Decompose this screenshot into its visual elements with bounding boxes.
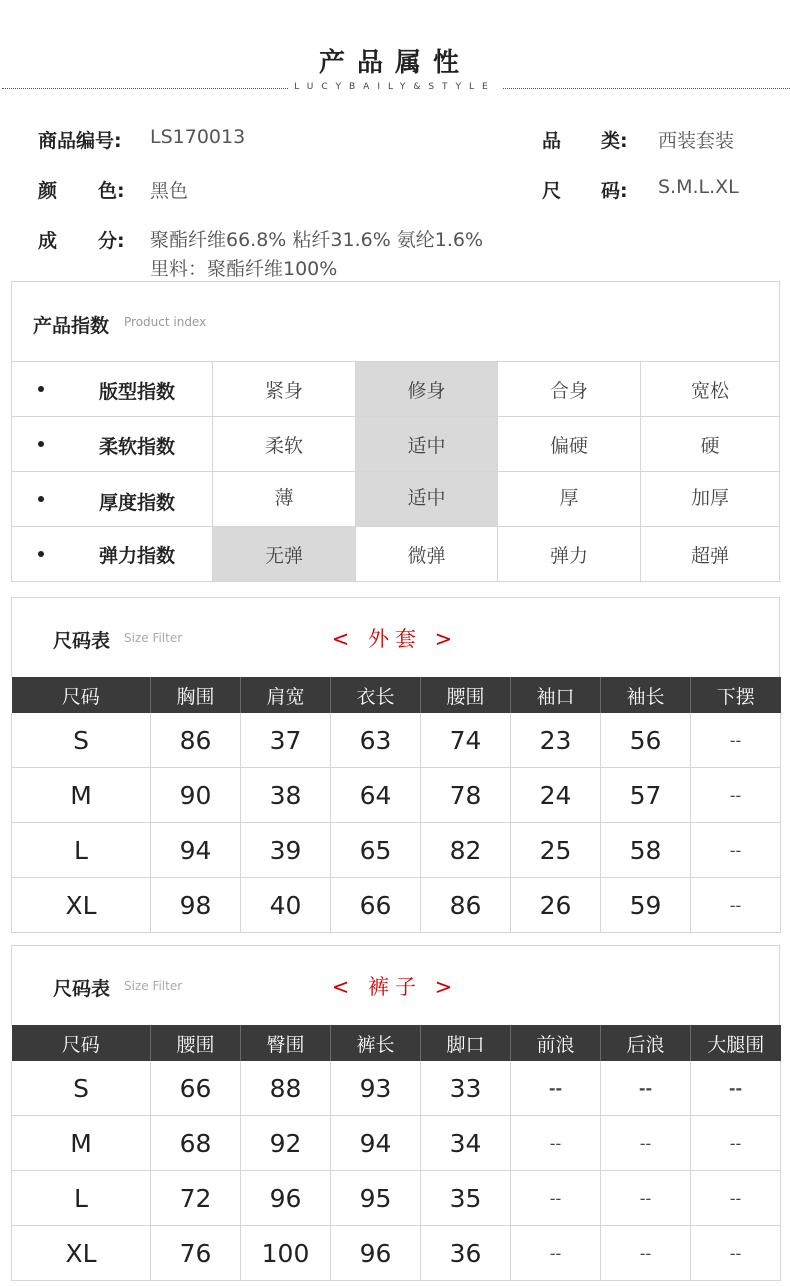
bullet-icon — [38, 441, 44, 447]
table-cell: -- — [691, 1171, 781, 1226]
table-cell: 33 — [421, 1061, 511, 1116]
table-row — [12, 1171, 781, 1226]
pants-table-subtitle: Size Filter — [124, 979, 183, 993]
index-option-selected: 修身 — [407, 379, 446, 402]
table-cell: 92 — [241, 1116, 331, 1171]
index-option: 偏硬 — [549, 434, 588, 457]
index-option-selected: 适中 — [407, 486, 446, 509]
table-cell: -- — [691, 768, 781, 823]
table-row — [12, 1116, 781, 1171]
table-cell: 82 — [421, 823, 511, 878]
table-cell: 24 — [511, 768, 601, 823]
table-cell: L — [12, 823, 151, 878]
table-cell: M — [12, 1116, 151, 1171]
pants-table-title: 尺码表 — [53, 978, 111, 1000]
table-cell: 78 — [421, 768, 511, 823]
material-label-b: 分: — [98, 230, 125, 252]
table-cell: 94 — [331, 1116, 421, 1171]
table-cell: 72 — [151, 1171, 241, 1226]
index-option: 弹力 — [549, 544, 588, 567]
table-cell: -- — [691, 1061, 781, 1116]
pants-size-table — [11, 1025, 781, 1281]
table-cell: S — [12, 1061, 151, 1116]
material-value-2: 里料：聚酯纤维100% — [150, 258, 338, 280]
table-cell: 58 — [601, 823, 691, 878]
color-label-a: 颜 — [38, 180, 58, 202]
table-cell: 64 — [331, 768, 421, 823]
table-cell: -- — [691, 1116, 781, 1171]
bullet-icon — [38, 496, 44, 502]
index-option: 加厚 — [690, 486, 729, 509]
table-cell: 26 — [511, 878, 601, 933]
table-cell: -- — [601, 1116, 691, 1171]
table-cell: S — [12, 713, 151, 768]
table-cell: 25 — [511, 823, 601, 878]
jacket-table-heading: < 外套 > — [331, 627, 459, 651]
code-label: 商品编号: — [38, 130, 122, 152]
table-cell: M — [12, 768, 151, 823]
category-label-a: 品 — [542, 130, 562, 152]
table-cell: XL — [12, 1226, 151, 1281]
table-cell: 39 — [241, 823, 331, 878]
table-header-row — [12, 1025, 781, 1061]
color-label-b: 色: — [98, 180, 125, 202]
column-header: 袖长 — [601, 677, 691, 713]
column-header: 衣长 — [331, 677, 421, 713]
jacket-table-subtitle: Size Filter — [124, 631, 183, 645]
table-cell: 88 — [241, 1061, 331, 1116]
index-option: 超弹 — [690, 544, 729, 567]
index-option: 微弹 — [407, 544, 446, 567]
pants-table-heading: < 裤子 > — [331, 975, 459, 999]
table-cell: -- — [601, 1171, 691, 1226]
index-name-fit: 版型指数 — [99, 381, 176, 403]
column-header: 后浪 — [601, 1025, 691, 1061]
column-header: 腰围 — [151, 1025, 241, 1061]
jacket-table-title: 尺码表 — [53, 630, 111, 652]
category-value: 西装套装 — [658, 130, 735, 152]
table-cell: -- — [691, 878, 781, 933]
index-option: 柔软 — [264, 434, 303, 457]
table-row — [12, 1226, 781, 1281]
size-label-a: 尺 — [542, 180, 562, 202]
table-row — [12, 768, 781, 823]
table-cell: 66 — [151, 1061, 241, 1116]
index-option-selected: 适中 — [407, 434, 446, 457]
table-cell: 98 — [151, 878, 241, 933]
column-header: 肩宽 — [241, 677, 331, 713]
jacket-size-table — [11, 677, 781, 933]
table-cell: 93 — [331, 1061, 421, 1116]
table-cell: -- — [511, 1226, 601, 1281]
column-header: 尺码 — [12, 1025, 151, 1061]
brand-subtitle — [0, 82, 790, 92]
table-cell: XL — [12, 878, 151, 933]
table-row — [12, 878, 781, 933]
index-name-softness: 柔软指数 — [99, 436, 176, 458]
table-cell: -- — [511, 1116, 601, 1171]
table-cell: 63 — [331, 713, 421, 768]
size-label-b: 码: — [601, 180, 628, 202]
product-index-title: 产品指数 — [33, 315, 110, 337]
page-title: 产品属性 — [318, 48, 471, 78]
index-option: 紧身 — [264, 379, 303, 402]
table-cell: -- — [691, 1226, 781, 1281]
table-cell: 38 — [241, 768, 331, 823]
material-value-1: 聚酯纤维66.8% 粘纤31.6% 氨纶1.6% — [150, 229, 484, 251]
product-index-subtitle: Product index — [124, 315, 207, 329]
table-row — [12, 823, 781, 878]
column-header: 尺码 — [12, 677, 151, 713]
column-header: 脚口 — [421, 1025, 511, 1061]
column-header: 裤长 — [331, 1025, 421, 1061]
index-name-thickness: 厚度指数 — [99, 492, 176, 514]
table-cell: 90 — [151, 768, 241, 823]
table-cell: 40 — [241, 878, 331, 933]
table-row — [12, 1061, 781, 1116]
color-value: 黑色 — [150, 180, 189, 202]
table-cell: -- — [601, 1226, 691, 1281]
column-header: 前浪 — [511, 1025, 601, 1061]
brand-subtitle-text: LUCYBAILY&STYLE — [288, 82, 502, 92]
column-header: 胸围 — [151, 677, 241, 713]
table-cell: 95 — [331, 1171, 421, 1226]
table-cell: -- — [691, 713, 781, 768]
index-option: 硬 — [700, 434, 720, 457]
table-cell: 66 — [331, 878, 421, 933]
table-cell: 56 — [601, 713, 691, 768]
index-option: 合身 — [549, 379, 588, 402]
column-header: 臀围 — [241, 1025, 331, 1061]
table-row — [12, 713, 781, 768]
table-cell: -- — [511, 1171, 601, 1226]
table-cell: 86 — [421, 878, 511, 933]
size-value: S.M.L.XL — [658, 176, 739, 198]
code-value: LS170013 — [150, 126, 246, 148]
table-cell: -- — [511, 1061, 601, 1116]
table-cell: 34 — [421, 1116, 511, 1171]
material-label-a: 成 — [38, 230, 58, 252]
table-cell: 59 — [601, 878, 691, 933]
index-option: 厚 — [559, 486, 579, 509]
table-cell: 57 — [601, 768, 691, 823]
table-cell: 37 — [241, 713, 331, 768]
table-cell: 76 — [151, 1226, 241, 1281]
category-label-b: 类: — [601, 130, 628, 152]
column-header: 大腿围 — [691, 1025, 781, 1061]
table-cell: 35 — [421, 1171, 511, 1226]
column-header: 腰围 — [421, 677, 511, 713]
index-option: 宽松 — [690, 379, 729, 402]
table-cell: 96 — [241, 1171, 331, 1226]
table-cell: -- — [691, 823, 781, 878]
table-cell: 36 — [421, 1226, 511, 1281]
table-cell: -- — [601, 1061, 691, 1116]
table-cell: 65 — [331, 823, 421, 878]
table-header-row — [12, 677, 781, 713]
table-cell: L — [12, 1171, 151, 1226]
index-option: 薄 — [274, 486, 294, 509]
bullet-icon — [38, 551, 44, 557]
bullet-icon — [38, 386, 44, 392]
table-cell: 68 — [151, 1116, 241, 1171]
column-header: 袖口 — [511, 677, 601, 713]
index-option-selected: 无弹 — [264, 544, 303, 567]
table-cell: 100 — [241, 1226, 331, 1281]
index-name-stretch: 弹力指数 — [99, 545, 176, 567]
table-cell: 86 — [151, 713, 241, 768]
column-header: 下摆 — [691, 677, 781, 713]
table-cell: 96 — [331, 1226, 421, 1281]
table-cell: 74 — [421, 713, 511, 768]
table-cell: 94 — [151, 823, 241, 878]
table-cell: 23 — [511, 713, 601, 768]
